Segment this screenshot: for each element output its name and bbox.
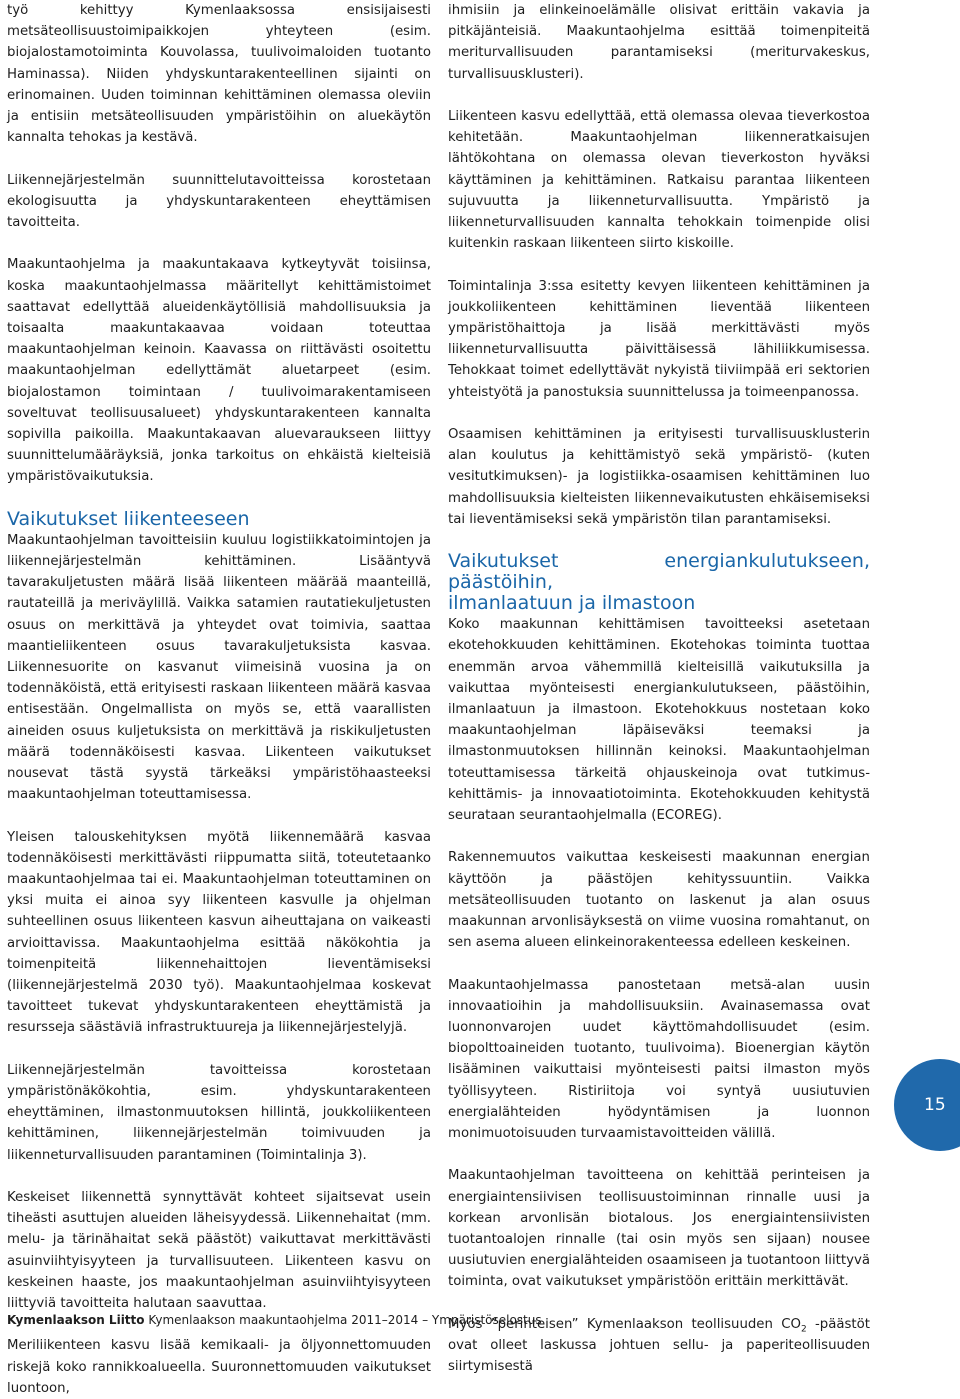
right-column [448,0,870,1377]
paragraph: Maakuntaohjelma ja maakuntakaava kytkeytyvät toisiinsa, koska maakuntaohjelmassa määritellyt kehittämistoimet saattavat edellyttää alueidenkäytöllisiä mahdollisuuksia ja toisaalta maakuntakaavaa voidaan toteuttaa maakuntaohjelman keinoin. Kaavassa on riittävästi osoitettu maakuntaohjelman edellyttämät aluetarpeet (esim. biojalostamon toimintaan / tuulivoimarakentamiseen soveltuvat teollisuusalueet) yhdyskuntarakenteen kannalta sopivilla paikoilla. Maakuntakaavan aluevaraukseen liittyy suunnittelumääräyksiä, jonka tarkoitus on ehkäistä kielteisiä ympäristövaikutuksia. [7,257,431,485]
page-footer [7,1313,542,1327]
paragraph: työ kehittyy Kymenlaaksossa ensisijaisesti metsäteollisuustoimipaikkojen yhteyteen (esim. biojalostamotoiminta Kouvolassa, tuulivoimaloiden tuotanto Haminassa). Niiden yhdyskuntarakenteellinen sijainti on erinomainen. Uuden toiminnan kehittäminen olemassa oleviin ja entisiin metsäteollisuuden ympäristöihin on aluekäytön kannalta tehokas ja kestävä. [7,3,431,146]
section-heading-traffic: Vaikutukset liikenteeseen [7,507,250,530]
paragraph: Maakuntaohjelmassa panostetaan metsä-alan uusin innovaatioihin ja mahdollisuuksiin. Avainasemassa ovat luonnonvarojen uudet käyttömahdollisuudet (esim. biopolttoaineiden tuotanto, tuulivoima). Bioenergian käytön lisääminen vaikuttaisi myönteisesti paitsi ilmaston myös työllisyyteen. Ristiriitoja voi syntyä uusiutuvien energialähteiden hyödyntämisen ja luonnon monimuotoisuuden turvaamistavoitteiden välillä. [448,977,870,1142]
footer-title: Kymenlaakson maakuntaohjelma 2011–2014 – Ympäristöselostus [144,1313,542,1327]
paragraph: Liikennejärjestelmän suunnittelutavoitteissa korostetaan ekologisuutta ja yhdyskuntarakenteen eheyttämisen tavoitteita. [7,172,431,231]
text-run: Myös ”perinteisen” Kymenlaakson teollisuuden CO [448,1316,801,1332]
section-heading-energy [448,551,870,614]
subscript: 2 [800,1324,807,1335]
footer-organization: Kymenlaakson Liitto [7,1313,145,1327]
paragraph: ihmisiin ja elinkeinoelämälle olisivat erittäin vakavia ja pitkäjänteisiä. Maakuntaohjelma esittää toimenpiteitä meriturvallisuuden parantamiseksi (meriturvakeskus, turvallisuusklusteri). [448,3,870,82]
paragraph: Maakuntaohjelman tavoitteena on kehittää perinteisen ja energiaintensiivisen teollisuustoiminnan rinnalle uusi ja korkean arvonlisän biotalous. Jos energiaintensiivisten tuotantoalojen rinnalle (tai osin myös sen sijaan) nousee uusiutuvien energialähteiden osaamiseen ja tuotantoon liittyvä toiminta, ovat vaikutukset ympäristöön erittäin merkittävät. [448,1168,871,1290]
paragraph: Liikennejärjestelmän tavoitteissa korostetaan ympäristönäkökohtia, esim. yhdyskuntarakenteen eheyttäminen, ilmastonmuutoksen hillintä, joukkoliikenteen kehittäminen, liikennejärjestelmän toimivuuden ja liikenneturvallisuuden parantaminen (Toimintalinja 3). [7,1062,431,1163]
paragraph: Osaamisen kehittäminen ja erityisesti turvallisuusklusterin alan koulutus ja kehittämistyö sekä ympäristö- (kuten vesitutkimuksen)- ja logistiikka-osaamisen kehittäminen luo mahdollisuuksia kielteisten liikennevaikutusten ehkäisemiseksi tai lieventämiseksi sekä ympäristön tilan parantamiseksi. [448,427,870,527]
page-number-badge: 15 [894,1059,960,1151]
text-run: -päästöt ovat olleet laskussa johtuen sellu- ja paperiteollisuuden siirtymisestä [448,1316,870,1375]
left-column [7,0,431,1399]
paragraph: Yleisen talouskehityksen myötä liikennemäärä kasvaa todennäköisesti merkittävästi riippumatta siitä, toteutetaanko maakuntaohjelmaa tai ei. Maakuntaohjelman toteuttaminen on yksi muita ei ainoa syy liikenteen kasvulle ja ohjelman suhteellinen osuus liikenteen kasvun aiheuttajana on vaikeasti arvioittavissa. Maakuntaohjelma esittää näkökohtia ja toimenpiteitä liikennehaittojen lieventämiseksi (liikennejärjestelmä 2030 työ). Maakuntaohjelmaa koskevat tavoitteet tukevat yhdyskuntarakenteen eheyttämistä ja resursseja säästäviä infrastruktuureja ja liikennejärjestelyjä. [7,829,431,1036]
paragraph: Koko maakunnan kehittämisen tavoitteeksi asetetaan ekotehokkuuden kehittäminen. Ekotehokas toiminta tuottaa enemmän arvoa vähemmillä kielteisillä vaikutuksilla ja vaikuttaa myönteisesti energiankulutukseen, päästöihin, ilmanlaatuun ja ilmastoon. Ekotehokkuus nostetaan koko maakuntaohjelman läpäiseväksi teemaksi ja ilmastonmuutoksen hillinnän keinoksi. Maakuntaohjelman toteuttamisessa tärkeitä ohjauskeinoja ovat tutkimus- kehittämis- ja innovaatiotoiminta. Ekotehokkuuden kehitystä seurataan seurantaohjelmalla (ECOREG). [448,617,870,824]
paragraph: Meriliikenteen kasvu lisää kemikaali- ja öljyonnettomuuden riskejä koko rannikkoalueella. Suuronnettomuuden vaikutukset luontoon, [7,1338,431,1396]
paragraph: Rakennemuutos vaikuttaa keskeisesti maakunnan energian käyttöön ja päästöjen kehityssuuntiin. Vaikka metsäteollisuuden tuotanto on laskenut ja alan osuus maakunnan arvonlisäyksestä on viime vuosina romahtanut, on sen asema alueen elinkeinorakenteessa edelleen keskeinen. [448,850,870,951]
paragraph: Maakuntaohjelman tavoitteisiin kuuluu logistiikkatoimintojen ja liikennejärjestelmän kehittäminen. Lisääntyvä tavarakuljetusten määrä lisää liikenteen määrää maanteillä, rautateillä ja meriväylillä. Vaikka satamien rautatiekuljetusten osuus on merkittävä ja yhteydet ovat toimivia, saattaa maantieliikenteen osuus tavarakuljetuksista kasvaa. Liikennesuorite on kasvanut viimeisinä vuosina ja on todennäköistä, että erityisesti raskaan liikenteen määrä kasvaa entisestään. Ongelmallista on myös se, että vaarallisten aineiden osuus kuljetuksista on merkittävä ja riskikuljetusten määrä todennäköisesti kasvaa. Liikenteen vaikutukset nousevat tästä syystä tärkeäksi ympäristöhaasteeksi maakuntaohjelman toteuttamisessa. [7,532,431,803]
paragraph: Keskeiset liikennettä synnyttävät kohteet sijaitsevat usein tiheästi asuttujen alueiden läheisyydessä. Liikennehaitat (mm. melu- ja tärinähaitat sekä päästöt) vaikuttavat merkittävästi asuinviihtyisyyteen ja turvallisuuteen. Liikenteen kasvu on keskeinen haaste, jos maakuntaohjelman asuinviihtyisyyteen liittyviä tavoitteita halutaan saavuttaa. [7,1190,431,1312]
section-heading-line: Vaikutukset energiankulutukseen, päästöihin, [448,550,870,594]
paragraph: Liikenteen kasvu edellyttää, että olemassa olevaa tieverkostoa kehitetään. Maakuntaohjelman liikenneratkaisujen lähtökohtana on olemassa olevan tieverkoston hyväksi käyttäminen ja kehittäminen. Ratkaisu parantaa liikenteen sujuvuutta ja liikenneturvallisuutta. Ympäristö ja liikenneturvallisuuden kannalta tehokkain toimenpide olisi kuitenkin raskaan liikenteen siirto kiskoille. [448,109,870,252]
section-heading-line: ilmanlaatuun ja ilmastoon [448,592,696,615]
paragraph: Toimintalinja 3:ssa esitetty kevyen liikenteen kehittäminen ja joukkoliikenteen kehittäminen lieventää liikenteen ympäristöhaittoja ja lisää merkittävästi myös liikenneturvallisuutta päivittäisessä lähiliikkumisessa. Tehokkaat toimet edellyttävät nykyistä tiiviimpää eri sektorien yhteistyötä ja panostuksia suunnittelussa ja toimeenpanossa. [448,278,870,400]
